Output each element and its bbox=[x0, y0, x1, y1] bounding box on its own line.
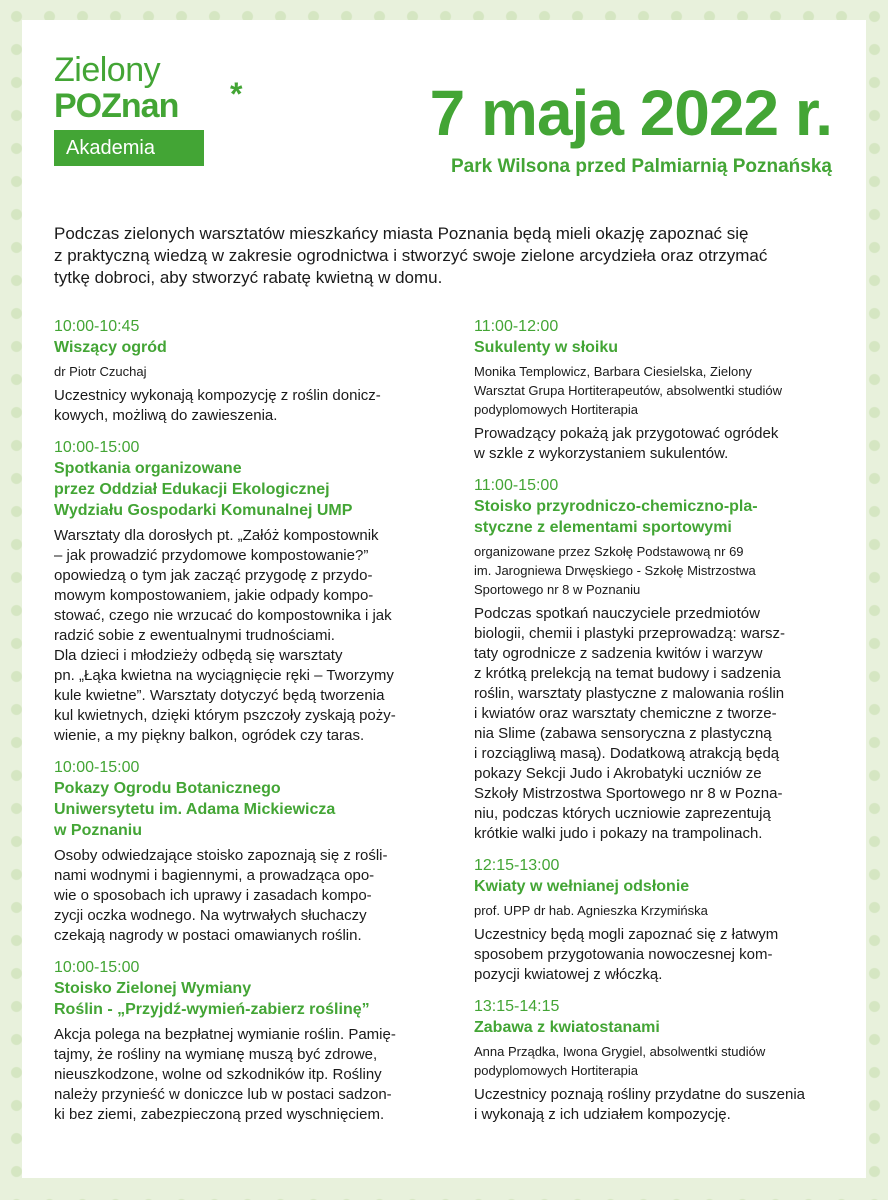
session-oddzial-edukacji bbox=[54, 437, 416, 746]
session-description: Podczas spotkań nauczyciele przedmiotów biologii, chemii i plastyki przeprowadzą: warsz- taty ogrodnicze z sadzenia kwitów i warzyw z krótką prelekcją na temat budowy i sadzenia roślin, warsztaty plastyczne z malowania roślin i kwiatów oraz warsztaty chemiczne z tworze- nia Slime (zabawa sensoryczna z plastyczną i rozciągliwą masą). Dodatkową atrakcją będą pokazy Sekcji Judo i Akrobatyki uczniów ze Szkoły Mistrzostwa Sportowego nr 8 w Pozna- niu, podczas których uczniowie zaprezentują krótkie walki judo i pokazy na trampolinach. bbox=[474, 605, 785, 842]
session-time: 11:00-12:00 bbox=[474, 318, 559, 335]
poster-page bbox=[22, 20, 866, 1178]
session-host: prof. UPP dr hab. Agnieszka Krzymińska bbox=[474, 903, 708, 918]
session-title: Wiszący ogród bbox=[54, 339, 167, 356]
session-host: organizowane przez Szkołę Podstawową nr 69 im. Jarogniewa Drwęskiego - Szkołę Mistrzostwa Sportowego nr 8 w Poznaniu bbox=[474, 544, 756, 597]
session-title: Sukulenty w słoiku bbox=[474, 339, 619, 356]
session-sukulenty bbox=[474, 316, 836, 464]
session-description: Prowadzący pokażą jak przygotować ogródek w szkle z wykorzystaniem sukulentów. bbox=[474, 425, 779, 462]
session-description: Uczestnicy wykonają kompozycję z roślin donicz- kowych, możliwą do zawieszenia. bbox=[54, 387, 381, 424]
session-time: 10:00-15:00 bbox=[54, 439, 140, 456]
schedule-left-column bbox=[54, 316, 416, 1136]
event-place: Park Wilsona przed Palmiarnią Poznańską bbox=[450, 156, 832, 177]
session-title: Stoisko przyrodniczo-chemiczno-pla- styczne z elementami sportowymi bbox=[474, 498, 758, 536]
session-time: 10:00-15:00 bbox=[54, 959, 140, 976]
session-description: Uczestnicy będą mogli zapoznać się z łatwym sposobem przygotowania nowoczesnej kom- pozycji kwiatowej z włóczką. bbox=[474, 926, 779, 983]
session-zielona-wymiana bbox=[54, 957, 416, 1125]
session-title: Kwiaty w wełnianej odsłonie bbox=[474, 878, 690, 895]
logo-poznan bbox=[54, 76, 254, 125]
session-title: Spotkania organizowane przez Oddział Edukacji Ekologicznej Wydziału Gospodarki Komunalnej UMP bbox=[54, 460, 353, 519]
intro-paragraph: Podczas zielonych warsztatów mieszkańcy miasta Poznania będą mieli okazję zapoznać się z praktyczną wiedzą w zakresie ogrodnictwa i stworzyć swoje zielone arcydzieła oraz otrzymać tytkę dobroci, aby stworzyć rabatę kwietną w domu. bbox=[54, 224, 768, 287]
session-przyrodniczo-chemiczne bbox=[474, 475, 836, 844]
logo-star-icon: * bbox=[230, 76, 242, 112]
schedule-right-column bbox=[474, 316, 836, 1136]
zielony-poznan-logo bbox=[54, 52, 254, 166]
session-description: Warsztaty dla dorosłych pt. „Załóż kompostownik – jak prowadzić przydomowe kompostowanie?” opowiedzą o tym jak zacząć przygodę z przydo- mowym kompostowaniem, jakie odpady kompo- stować, czego nie wrzucać do kompostownika i jak radzić sobie z ewentualnymi trudnościami. Dla dzieci i młodzieży odbędą się warsztaty pn. „Łąka kwietna na wyciągnięcie ręki – Tworzymy kule kwietne”. Warsztaty dotyczyć będą tworzenia kul kwietnych, dzięki którym pszczoły zyskają poży- wienie, a my piękny balkon, ogródek czy taras. bbox=[54, 527, 396, 744]
session-title: Zabawa z kwiatostanami bbox=[474, 1019, 660, 1036]
session-time: 10:00-15:00 bbox=[54, 759, 140, 776]
session-wiszacy-ogrod bbox=[54, 316, 416, 426]
session-time: 11:00-15:00 bbox=[474, 477, 559, 494]
session-ogrod-botaniczny bbox=[54, 757, 416, 946]
session-time: 13:15-14:15 bbox=[474, 998, 560, 1015]
logo-zielony: Zielony bbox=[54, 51, 161, 89]
session-description: Uczestnicy poznają rośliny przydatne do suszenia i wykonają z ich udziałem kompozycję. bbox=[474, 1086, 806, 1123]
event-date: 7 maja 2022 r. bbox=[429, 77, 832, 149]
logo-akademia-badge: Akademia bbox=[54, 130, 204, 166]
session-description: Osoby odwiedzające stoisko zapoznają się z rośli- nami wodnymi i bagiennymi, a prowadząca opo- wie o sposobach ich uprawy i zasadach kompo- zycji oczka wodnego. Na wytrwałych słuchaczy czekają nagrody w postaci omawianych roślin. bbox=[54, 847, 388, 944]
session-host: Anna Prządka, Iwona Grygiel, absolwentki studiów podyplomowych Hortiterapia bbox=[474, 1044, 766, 1078]
session-host: dr Piotr Czuchaj bbox=[54, 364, 147, 379]
session-time: 12:15-13:00 bbox=[474, 857, 560, 874]
session-description: Akcja polega na bezpłatnej wymianie roślin. Pamię- tajmy, że rośliny na wymianę muszą być zdrowe, nieuszkodzone, wolne od szkodników itp. Rośliny należy przynieść w doniczce lub w postaci sadzon- ki bez ziemi, zabezpieczoną przed wyschnięciem. bbox=[54, 1026, 396, 1123]
session-kwiatostany bbox=[474, 996, 836, 1125]
session-time: 10:00-10:45 bbox=[54, 318, 140, 335]
session-title: Pokazy Ogrodu Botanicznego Uniwersytetu im. Adama Mickiewicza w Poznaniu bbox=[54, 780, 336, 839]
session-host: Monika Templowicz, Barbara Ciesielska, Zielony Warsztat Grupa Hortiterapeutów, absolwentki studiów podyplomowych Hortiterapia bbox=[474, 364, 783, 417]
session-title: Stoisko Zielonej Wymiany Roślin - „Przyjdź-wymień-zabierz roślinę” bbox=[54, 980, 370, 1018]
session-kwiaty-welniane bbox=[474, 855, 836, 985]
logo-poznan-text: POZnan bbox=[54, 87, 179, 125]
